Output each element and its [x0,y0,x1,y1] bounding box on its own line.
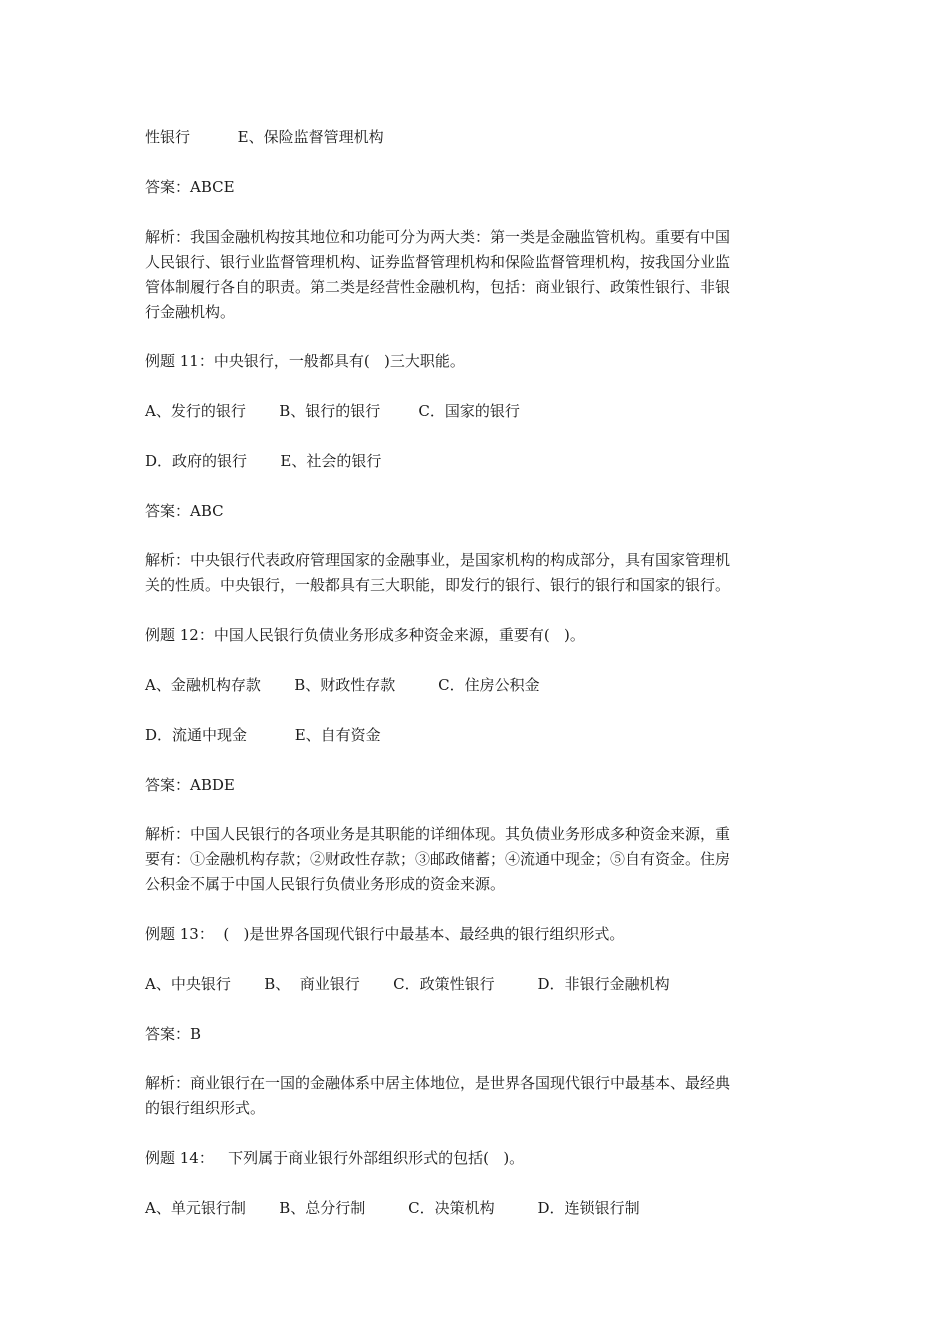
analysis-prev-line: 解析：我国金融机构按其地位和功能可分为两大类：第一类是金融监管机构。重要有中国 [145,228,731,246]
analysis-line: 关的性质。中央银行，一般都具有三大职能，即发行的银行、银行的银行和国家的银行。 [145,576,731,594]
question-14-options-1: A、单元银行制 B、总分行制 C．决策机构 D．连锁银行制 [145,1199,640,1217]
question-13-answer: 答案：B [145,1025,202,1043]
question-11-answer: 答案：ABC [145,502,224,520]
answer-prev: 答案：ABCE [145,178,235,196]
question-11-options-2: D．政府的银行 E、社会的银行 [145,452,382,470]
question-12: 例题 12：中国人民银行负债业务形成多种资金来源，重要有( )。 [145,626,585,644]
question-11: 例题 11：中央银行，一般都具有( )三大职能。 [145,352,465,370]
analysis-prev-line: 行金融机构。 [145,303,236,321]
analysis-line: 要有：①金融机构存款；②财政性存款；③邮政储蓄；④流通中现金；⑤自有资金。住房 [145,850,731,868]
question-14: 例题 14： 下列属于商业银行外部组织形式的包括( )。 [145,1149,525,1167]
option-fragment-line: 性银行 E、保险监督管理机构 [145,128,384,146]
analysis-prev [145,225,810,325]
question-13-analysis [145,1071,810,1121]
question-13: 例题 13： ( )是世界各国现代银行中最基本、最经典的银行组织形式。 [145,925,625,943]
analysis-line: 公积金不属于中国人民银行负债业务形成的资金来源。 [145,875,506,893]
analysis-line: 解析：中央银行代表政府管理国家的金融事业，是国家机构的构成部分，具有国家管理机 [145,551,731,569]
question-12-options-1: A、金融机构存款 B、财政性存款 C．住房公积金 [145,676,540,694]
analysis-prev-line: 人民银行、银行业监督管理机构、证券监督管理机构和保险监督管理机构，按我国分业监 [145,253,731,271]
question-12-options-2: D．流通中现金 E、自有资金 [145,726,381,744]
analysis-line: 解析：商业银行在一国的金融体系中居主体地位，是世界各国现代银行中最基本、最经典 [145,1074,731,1092]
analysis-prev-line: 管体制履行各自的职责。第二类是经营性金融机构，包括：商业银行、政策性银行、非银 [145,278,731,296]
question-12-answer: 答案：ABDE [145,776,235,794]
question-11-options-1: A、发行的银行 B、银行的银行 C．国家的银行 [145,402,520,420]
question-11-analysis [145,548,810,598]
question-13-options-1: A、中央银行 B、 商业银行 C．政策性银行 D．非银行金融机构 [145,975,670,993]
analysis-line: 解析：中国人民银行的各项业务是其职能的详细体现。其负债业务形成多种资金来源，重 [145,825,731,843]
question-12-analysis [145,822,810,897]
analysis-line: 的银行组织形式。 [145,1099,266,1117]
